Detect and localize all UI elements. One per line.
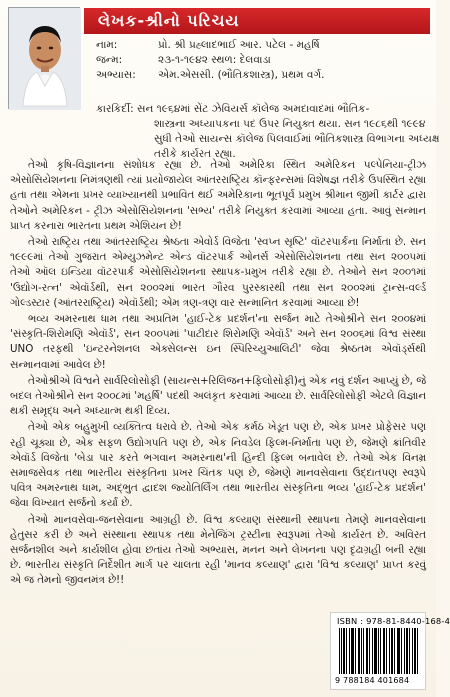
education-label: અભ્યાસ: <box>96 69 136 81</box>
career-line <box>96 132 440 147</box>
body-paragraph-4: તેઓશ્રીએ વિશ્વને સાર્વરિલોસોફી (સાયન્સ+રિલિજન+ફિલોસોફી)નું એક નવું દર્શન આપ્યું છે, જે બદલ તેઓશ્રીને સન ૨૦૦૮માં 'મહર્ષિ' પદથી અલંકૃત કરવામાં આવ્યા છે. સાર્વરિલોસોફી એટલે વિજ્ઞાન થકી સમૃદ્ધ અને અધ્યાત્મ થકી દિવ્ય. <box>10 374 426 418</box>
body-paragraph-1: તેઓ કૃષિ-વિજ્ઞાનના સંશોધક રહ્યા છે. તેઓ અમેરિકા સ્થિત અમેરિકન પલ્પેનિયા-ટ્રીઝ એસોસિયેશનના નિમંત્રણથી ત્યાં પ્રયોજાયેલ આંતરરાષ્ટ્રિય કૉન્ફરન્સમાં વિશેષજ્ઞ તરીકે ઉપસ્થિત રહ્યા હતા તથા એમના પ્રખર વ્યાખ્યાનથી પ્રભાવિત થઈ અમેરિકાના ભૂતપૂર્વ પ્રમુખ શ્રીમાન જીમી કાર્ટર દ્વારા તેઓને અમેરિકન - ટ્રીઝ એસોસિયેશનના 'સભ્ય' તરીકે નિયુક્ત કરવામાં આવ્યા હતા. આવું સન્માન પ્રાપ્ત કરનારા ભારતના પ્રથમ એશિયન છે! <box>10 159 426 232</box>
isbn-label: ISBN : 978-81-8440-168-4 <box>337 616 450 626</box>
dob-value: ૨૩-૧-૧૯૪૨ સ્થળ: દેલવાડા <box>158 54 271 66</box>
page-title: લેખક-શ્રીનો પરિચય <box>98 11 240 30</box>
author-portrait-image <box>9 8 81 110</box>
career-line-2: શાસ્ત્રના અધ્યાપકના પદ ઉપર નિયુક્ત થયા. સન ૧૯૮૬થી ૧૯૯૪ <box>154 118 426 130</box>
barcode-icon <box>338 628 420 674</box>
body-paragraph-2: તેઓ રાષ્ટ્રિય તથા આંતરરાષ્ટ્રિય શ્રેષ્ઠતા એવોર્ડ વિજેતા 'સ્વપ્ન સૃષ્ટિ' વૉટરપાર્કના નિર્માતા છે. સન ૧૯૯૯માં તેઓ ગુજરાત એમ્યુઝમેન્ટ એન્ડ વૉટરપાર્ક ઓનર્સ એસોસિયેશનના તથા સન ૨૦૦૫માં તેઓ ઑલ ઇન્ડિયા વૉટરપાર્ક એસોસિયેશનના સ્થાપક-પ્રમુખ તરીકે રહ્યા છે. તેઓને સન ૨૦૦૧માં 'ઉદ્યોગ-રત્ન' એવૉર્ડથી, સન ૨૦૦૨માં ભારત ગૌરવ પુરસ્કારથી તથા સન ૨૦૦૨માં ટ્રાન્સ-વર્લ્ડ ગોલ્ડસ્ટાર (આંતરરાષ્ટ્રિય) એવૉર્ડથી; એમ ત્રણ-ત્રણ વાર સન્માનિત કરવામાં આવ્યા છે! <box>10 236 426 309</box>
body-paragraph-3: ભવ્ય અમરનાથ ધામ તથા અપ્રતિમ 'હાઈ-ટેક પ્રદર્શન'ના સર્જન માટે તેઓશ્રીને સન ૨૦૦૪માં 'સંસ્કૃતિ-શિરોમણિ એવૉર્ડ', સન ૨૦૦૫માં 'પાટીદાર શિરોમણિ એવૉર્ડ' અને સન ૨૦૦૬માં વિશ્વ સંસ્થા UNO તરફથી 'ઇન્ટરનેશનલ એક્સેલન્સ ઇન સ્પિરિચ્યુઆલિટી' જેવા શ્રેષ્ઠતમ એવૉર્ડ્સથી સન્માનવામાં આવેલ છે! <box>10 313 426 371</box>
career-line-3: સુધી તેઓ સાયન્સ કૉલેજ પિલવાઈમાં ભૌતિકશાસ્ત્ર વિભાગના અધ્યક્ષ <box>154 133 440 145</box>
education-row <box>96 68 426 83</box>
career-label: કારકિર્દી: <box>96 103 134 115</box>
author-bio-details <box>96 38 426 83</box>
name-row <box>96 38 426 53</box>
author-intro-title-bar <box>84 8 430 34</box>
career-line-1: સન ૧૯૬૪માં સેંટ ઝેવિયર્સ કૉલેજ અમદાવાદમાં ભૌતિક- <box>136 103 370 115</box>
name-value: પ્રો. શ્રી પ્રહ્લાદભાઈ આર. પટેલ - મહર્ષિ <box>158 39 320 51</box>
name-label: નામ: <box>96 39 118 51</box>
career-line <box>96 117 426 132</box>
author-biography-body <box>10 158 426 598</box>
body-paragraph-5: તેઓ એક બહુમુખી વ્યક્તિત્વ ધરાવે છે. તેઓ એક કર્મઠ ખેડૂત પણ છે, એક પ્રખર પ્રોફેસર પણ રહી ચૂક્યા છે, એક સફળ ઉદ્યોગપતિ પણ છે, એક નિવડેલ ફિલ્મ-નિર્માતા પણ છે, જેમણે ક્રાંતિવીર એવૉર્ડ વિજેતા 'બેડા પાર કરતે ભગવાન અમરનાથ'ની હિન્દી ફિલ્મ બનાવેલ છે. તેઓ એક વિનમ્ર સમાજસેવક તથા ભારતીય સંસ્કૃતિના પ્રખર ચિંતક પણ છે, જેમણે માનવસેવાના ઉદ્દાતપણ સ્વરૂપે પવિત્ર અમરનાથ ધામ, અદ્ભુત દ્વાદશ જ્યોતિર્લિંગ તથા ભારતીય સંસ્કૃતિના ભવ્ય 'હાઈ-ટેક પ્રદર્શન' જેવા વિખ્યાત સર્જનો કર્યાં છે. <box>10 421 427 510</box>
dob-row <box>96 53 426 68</box>
barcode-number: 9 788184 401684 <box>335 676 410 685</box>
education-value: એમ.એસસી. (ભૌતિકશાસ્ત્ર), પ્રથમ વર્ગ. <box>158 69 325 81</box>
body-paragraph-6: તેઓ માનવસેવા-જનસેવાના આગ્રહી છે. વિશ્વ કલ્યાણ સંસ્થાની સ્થાપના તેમણે માનવસેવાના હેતુસર કરી છે અને સંસ્થાના સ્થાપક તથા મેનેજિંગ ટ્રસ્ટીના સ્વરૂપમાં તેઓ કાર્યરત છે. અવિરત સર્જનશીલ અને કાર્યશીલ હોવા છતાંય તેઓ અભ્યાસ, મનન અને લેખનના પણ દૃઢાગ્રહી બની રહ્યા છે. ભારતીય સંસ્કૃતિ નિર્દેશીત માર્ગ પર ચાલતા રહી 'માનવ કલ્યાણ' દ્વારા 'વિશ્વ કલ્યાણ' પ્રાપ્ત કરવું એ જ તેમનો જીવનમંત્ર છે!! <box>10 513 426 587</box>
dob-label: જન્મ: <box>96 54 123 66</box>
isbn-barcode-box <box>330 612 450 690</box>
career-line <box>96 102 426 117</box>
career-block <box>96 102 440 162</box>
career-line-4: તરીકે કાર્યરત રહ્યા. <box>154 148 236 160</box>
author-photo <box>8 7 80 109</box>
